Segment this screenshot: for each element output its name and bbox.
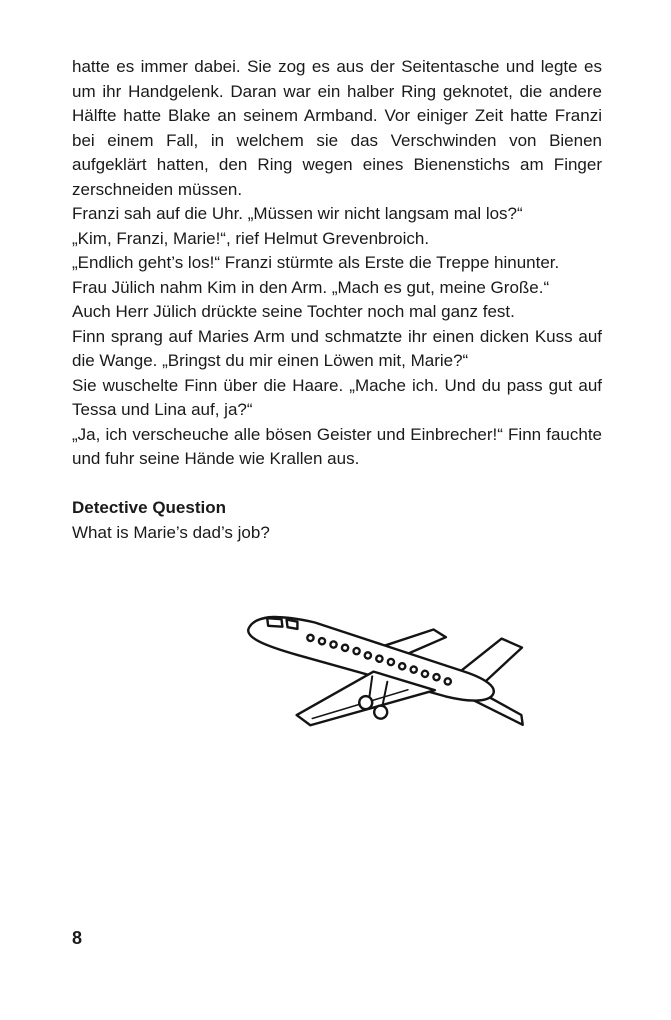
story-paragraph: Franzi sah auf die Uhr. „Müssen wir nicht langsam mal los?“ xyxy=(72,204,523,223)
story-paragraph: hatte es immer dabei. Sie zog es aus der Seitentasche und legte es um ihr Handgelenk. Daran war ein halber Ring geknotet, die andere Hälfte hatte Blake an seinem Armband. Vor einiger Zeit hatte Franzi bei einem Fall, in welchem sie das Verschwinden von Bienen aufgeklärt hatten, den Ring wegen eines Bienenstichs am Finger zerschneiden müssen. xyxy=(72,57,602,199)
story-paragraph: „Endlich geht’s los!“ Franzi stürmte als Erste die Treppe hinunter. xyxy=(72,253,560,272)
story-paragraph: „Ja, ich verscheuche alle bösen Geister und Einbrecher!“ Finn fauchte und fuhr seine Hände wie Krallen aus. xyxy=(72,424,602,468)
text-column xyxy=(72,55,602,545)
airplane-illustration xyxy=(222,580,562,780)
story-paragraph: Auch Herr Jülich drückte seine Tochter noch mal ganz fest. xyxy=(72,302,515,321)
story-paragraph: „Kim, Franzi, Marie!“, rief Helmut Grevenbroich. xyxy=(72,228,430,248)
story-paragraph: Frau Jülich nahm Kim in den Arm. „Mach es gut, meine Große.“ xyxy=(72,277,550,297)
detective-question-text: What is Marie’s dad’s job? xyxy=(72,522,270,542)
detective-question-heading: Detective Question xyxy=(72,498,226,517)
story-text xyxy=(72,55,602,472)
airplane-icon xyxy=(222,580,562,780)
page-number: 8 xyxy=(72,928,83,948)
detective-question-section xyxy=(72,496,602,545)
story-paragraph: Finn sprang auf Maries Arm und schmatzte ihr einen dicken Kuss auf die Wange. „Bringst du mir einen Löwen mit, Marie?“ xyxy=(72,326,602,370)
story-paragraph: Sie wuschelte Finn über die Haare. „Mache ich. Und du pass gut auf Tessa und Lina auf, ja?“ xyxy=(72,375,602,419)
